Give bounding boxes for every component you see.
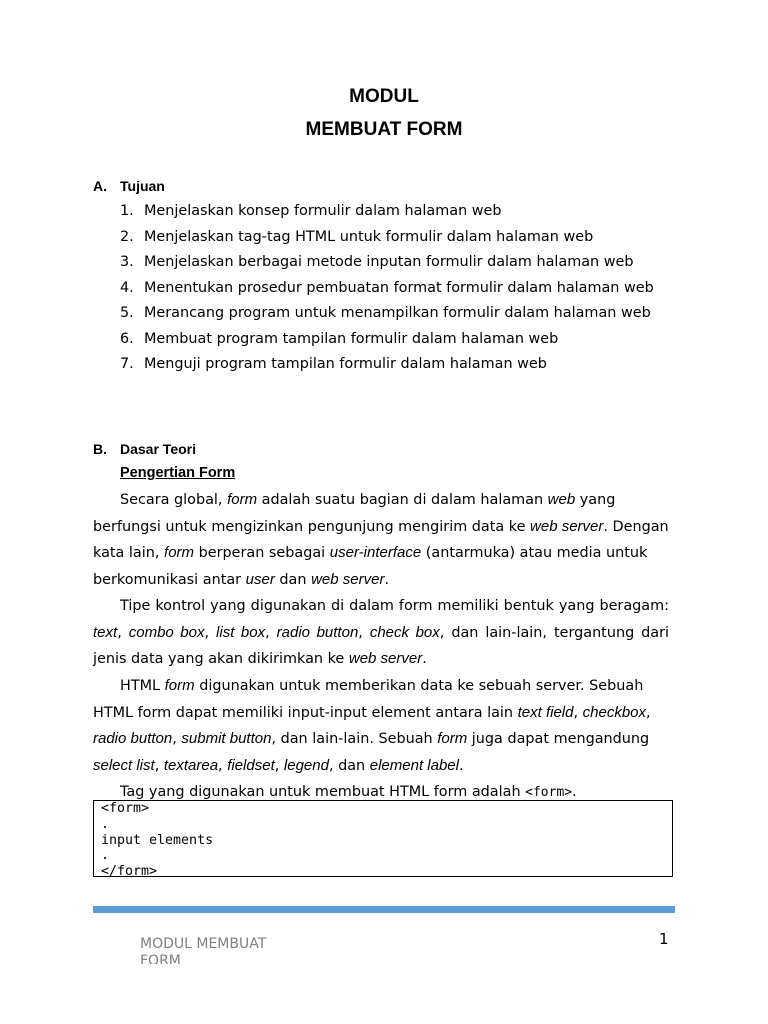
italic-term: fieldset	[227, 757, 275, 775]
list-number: 6.	[120, 330, 134, 347]
list-text: Menjelaskan tag-tag HTML untuk formulir dalam halaman web	[144, 228, 594, 245]
inline-code: <form>	[525, 784, 573, 800]
text-run: ,	[218, 758, 228, 775]
code-line: .	[101, 816, 110, 832]
text-run: adalah suatu bagian di dalam halaman	[257, 492, 548, 508]
italic-term: web	[547, 491, 576, 508]
text-run: , dan lain-lain, tergantung dari jenis data yang akan dikirimkan ke	[93, 624, 670, 668]
list-text: Merancang program untuk menampilkan formulir dalam halaman web	[144, 305, 651, 321]
text-run: Tag yang digunakan untuk membuat HTML form adalah	[120, 783, 526, 800]
text-run: berperan sebagai	[194, 545, 330, 562]
text-run: ,	[117, 624, 129, 641]
list-text: Menentukan prosedur pembuatan format formulir dalam halaman web	[144, 279, 654, 296]
list-item	[120, 331, 675, 348]
section-b-title: Dasar Teori	[120, 441, 196, 457]
text-run: (antarmuka) atau media untuk berkomunikasi antar	[93, 545, 648, 589]
list-item	[120, 254, 675, 271]
code-line: </form>	[101, 864, 158, 880]
document-title: MODUL	[349, 86, 419, 107]
italic-term: select list	[93, 757, 155, 775]
list-number: 7.	[120, 356, 134, 372]
section-b-heading	[93, 441, 196, 457]
text-run: ,	[172, 731, 182, 748]
section-b-letter: B.	[93, 441, 107, 457]
italic-term: checkbox	[582, 703, 647, 721]
text-run: . Dengan kata lain,	[93, 518, 669, 562]
italic-term: form	[164, 544, 195, 562]
text-run: Secara global,	[120, 492, 228, 508]
text-run: Tipe kontrol yang digunakan di dalam form memiliki bentuk yang beragam:	[120, 597, 669, 614]
text-run: .	[384, 572, 390, 589]
italic-term: list box	[216, 623, 266, 641]
list-item	[120, 356, 675, 373]
section-a-letter: A.	[93, 178, 107, 194]
italic-term: web server	[530, 517, 604, 535]
text-run: juga dapat mengandung	[467, 731, 650, 748]
list-item	[120, 305, 675, 322]
text-run: .	[572, 783, 577, 800]
italic-term: element label	[369, 757, 459, 775]
italic-term: text	[93, 623, 118, 641]
body-paragraphs	[93, 487, 669, 805]
footer-divider	[93, 906, 675, 913]
text-run: .	[422, 651, 427, 668]
italic-term: submit button	[181, 730, 272, 748]
italic-term: textarea	[163, 757, 219, 775]
code-line: input elements	[101, 832, 214, 848]
document-subtitle: MEMBUAT FORM	[305, 119, 463, 140]
code-block	[93, 800, 673, 880]
text-run: HTML	[120, 677, 165, 694]
list-number: 2.	[120, 228, 134, 245]
list-text: Menjelaskan berbagai metode inputan formulir dalam halaman web	[144, 254, 634, 270]
italic-term: radio button	[276, 623, 359, 641]
subsection-heading: Pengertian Form	[120, 465, 236, 481]
italic-term: form	[227, 491, 258, 508]
footer-title: MODUL MEMBUAT FORM	[140, 936, 267, 964]
list-number: 5.	[120, 305, 134, 321]
italic-term: text field	[517, 703, 574, 721]
italic-term: web server	[348, 650, 423, 668]
text-run: ,	[646, 704, 651, 721]
page-number: 1	[659, 930, 669, 948]
italic-term: legend	[283, 757, 329, 775]
code-line: <form>	[101, 801, 150, 816]
paragraph	[93, 487, 669, 594]
text-run: ,	[154, 758, 164, 775]
text-run: ,	[204, 624, 217, 641]
objectives-list	[120, 203, 675, 382]
italic-term: user	[245, 571, 275, 589]
section-a-title: Tujuan	[120, 178, 165, 194]
text-run: , dan	[328, 758, 370, 775]
italic-term: radio button	[93, 730, 173, 748]
list-number: 4.	[120, 279, 134, 296]
italic-term: user-interface	[329, 544, 422, 562]
italic-term: combo box	[128, 623, 205, 641]
text-run: digunakan untuk memberikan data ke sebuah server. Sebuah HTML form dapat memiliki input-input element antara lain	[93, 677, 644, 721]
text-run: , dan lain-lain. Sebuah	[271, 731, 438, 748]
list-number: 1.	[120, 203, 134, 219]
italic-term: form	[164, 676, 195, 694]
text-run: ,	[573, 704, 583, 721]
italic-term: check box	[369, 623, 440, 641]
text-run: dan	[274, 572, 312, 589]
list-text: Menguji program tampilan formulir dalam halaman web	[144, 356, 547, 372]
list-item	[120, 280, 675, 297]
code-line: .	[101, 848, 110, 864]
italic-term: web server	[311, 571, 385, 589]
text-run: ,	[358, 624, 370, 641]
text-run: .	[458, 758, 464, 775]
list-text: Menjelaskan konsep formulir dalam halaman web	[144, 203, 502, 219]
italic-term: form	[437, 730, 468, 748]
text-run: yang berfungsi untuk mengizinkan pengunjung mengirim data ke	[93, 492, 616, 535]
paragraph	[93, 594, 669, 673]
text-run: ,	[274, 758, 284, 775]
list-text: Membuat program tampilan formulir dalam halaman web	[144, 330, 559, 347]
list-item	[120, 229, 675, 246]
list-number: 3.	[120, 254, 134, 270]
text-run: ,	[265, 624, 277, 641]
section-a-heading	[93, 178, 165, 194]
paragraph	[93, 673, 669, 780]
list-item	[120, 203, 675, 220]
